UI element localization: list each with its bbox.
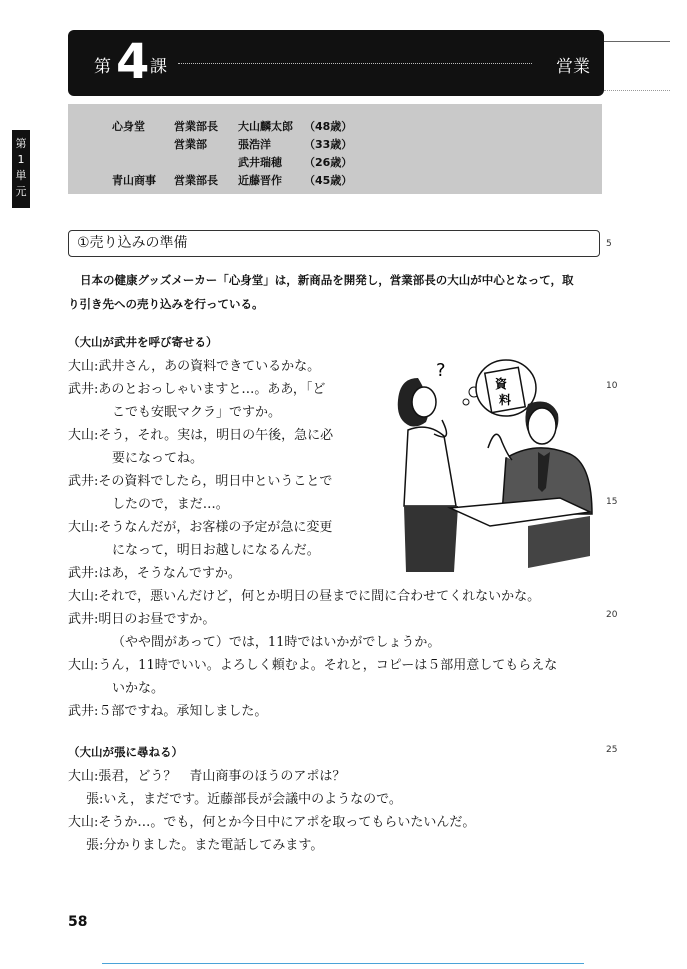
page-number: 58 xyxy=(68,914,88,930)
speaker: 武井: xyxy=(68,474,99,489)
lesson-prefix: 第 xyxy=(94,57,111,77)
cast-company: 心身堂 xyxy=(112,120,145,133)
utterance: うん，11時でいい。よろしく頼むよ。それと，コピーは５部用意してもらえな xyxy=(98,658,558,673)
speaker: 武井: xyxy=(68,566,99,581)
dialogue-line xyxy=(68,355,320,374)
dialogue-line xyxy=(68,424,333,443)
intro-line: り引き先への売り込みを行っている。 xyxy=(68,297,264,311)
utterance: それで，悪いんだけど，何とか明日の昼までに間に合わせてくれないかな。 xyxy=(98,589,541,604)
dialogue-line xyxy=(68,700,267,719)
dialogue-line xyxy=(86,834,323,853)
header-rule-dotted xyxy=(604,90,670,91)
utterance: 武井さん，あの資料できているかな。 xyxy=(98,359,321,374)
speaker: 大山: xyxy=(68,815,99,830)
character-list xyxy=(68,104,602,194)
dialogue-line xyxy=(68,811,475,830)
cast-name: 武井瑞穂 xyxy=(238,156,282,169)
dialogue-line xyxy=(68,765,345,784)
dialogue-line: いかな。 xyxy=(112,681,165,696)
dialogue-line xyxy=(68,654,557,673)
dialogue-line xyxy=(68,378,325,397)
dialogue-line xyxy=(68,562,241,581)
cast-name: 張浩洋 xyxy=(238,138,271,151)
question-mark xyxy=(436,360,446,381)
unit-tab-char: 元 xyxy=(15,185,27,198)
utterance: いえ，まだです。近藤部長が会議中のようなので。 xyxy=(103,792,402,807)
cast-position: 営業部長 xyxy=(174,120,218,133)
cast-age: （45歳） xyxy=(304,174,353,187)
dialogue-line: になって，明日お越しになるんだ。 xyxy=(112,543,320,558)
man-figure xyxy=(488,402,592,514)
line-number: 10 xyxy=(606,381,618,391)
stage-direction: （大山が張に尋ねる） xyxy=(68,745,183,759)
line-number: 25 xyxy=(606,745,618,755)
svg-text:?: ? xyxy=(436,360,446,381)
dialogue-line xyxy=(68,470,332,489)
utterance: 張君，どう？ 青山商事のほうのアポは？ xyxy=(98,769,346,784)
unit-tab-char: 第 xyxy=(15,137,27,150)
book-label: 料 xyxy=(499,393,512,407)
unit-side-tab xyxy=(12,130,30,208)
line-number: 15 xyxy=(606,497,618,507)
utterance: 明日のお昼ですか。 xyxy=(98,612,216,627)
utterance: そう，それ。実は，明日の午後，急に必 xyxy=(98,428,334,443)
cast-age: （26歳） xyxy=(304,156,353,169)
footer-rule xyxy=(102,963,584,964)
dialogue-line xyxy=(86,788,402,807)
stage-direction: （大山が武井を呼び寄せる） xyxy=(68,335,218,349)
speaker: 大山: xyxy=(68,658,99,673)
speaker: 張: xyxy=(86,792,104,807)
utterance: 分かりました。また電話してみます。 xyxy=(103,838,324,853)
speaker: 武井: xyxy=(68,382,99,397)
speaker: 張: xyxy=(86,838,104,853)
line-number: 20 xyxy=(606,610,618,620)
thought-bubble xyxy=(463,360,536,416)
cast-name: 大山麟太郎 xyxy=(238,120,293,133)
lesson-header xyxy=(68,30,604,96)
cast-age: （33歳） xyxy=(304,138,353,151)
dialogue-line xyxy=(68,585,540,604)
utterance: そうなんだが，お客様の予定が急に変更 xyxy=(98,520,333,535)
line-number: 5 xyxy=(606,239,612,249)
speaker: 大山: xyxy=(68,520,99,535)
speaker: 武井: xyxy=(68,704,99,719)
speaker: 大山: xyxy=(68,428,99,443)
dialogue-line xyxy=(68,516,332,535)
dialogue-line: したので，まだ…。 xyxy=(112,497,229,512)
office-illustration xyxy=(378,358,610,572)
dialogue-line: （やや間があって）では，11時ではいかがでしょうか。 xyxy=(112,635,441,650)
dialogue-line: 要になってね。 xyxy=(112,451,204,466)
speaker: 大山: xyxy=(68,769,99,784)
cast-position: 営業部長 xyxy=(174,174,218,187)
speaker: 武井: xyxy=(68,612,99,627)
utterance: その資料でしたら，明日中ということで xyxy=(98,474,333,489)
cast-name: 近藤晋作 xyxy=(238,174,282,187)
lesson-number: 4 xyxy=(116,34,148,90)
utterance: あのとおっしゃいますと…。ああ，「ど xyxy=(98,382,326,397)
lesson-suffix: 課 xyxy=(150,57,167,77)
utterance: ５部ですね。承知しました。 xyxy=(98,704,268,719)
unit-tab-char: 単 xyxy=(15,169,27,182)
dialogue-line xyxy=(68,608,215,627)
leader-dots xyxy=(178,63,532,64)
book-label: 資 xyxy=(495,377,508,391)
intro-line: 日本の健康グッズメーカー「心身堂」は，新商品を開発し，営業部長の大山が中心となって，取 xyxy=(80,273,574,287)
cast-company: 青山商事 xyxy=(112,174,156,187)
lesson-title: 営業 xyxy=(556,57,590,77)
utterance: はあ，そうなんですか。 xyxy=(98,566,241,581)
cast-age: （48歳） xyxy=(304,120,353,133)
unit-tab-char: 1 xyxy=(17,153,25,166)
header-rule xyxy=(604,41,670,42)
speaker: 大山: xyxy=(68,359,99,374)
woman-figure xyxy=(398,378,458,572)
desk xyxy=(450,498,590,568)
utterance: そうか…。でも，何とか今日中にアポを取ってもらいたいんだ。 xyxy=(98,815,476,830)
section-heading: ①売り込みの準備 xyxy=(68,230,600,257)
cast-position: 営業部 xyxy=(174,138,207,151)
dialogue-line: こでも安眠マクラ」ですか。 xyxy=(112,405,282,420)
speaker: 大山: xyxy=(68,589,99,604)
